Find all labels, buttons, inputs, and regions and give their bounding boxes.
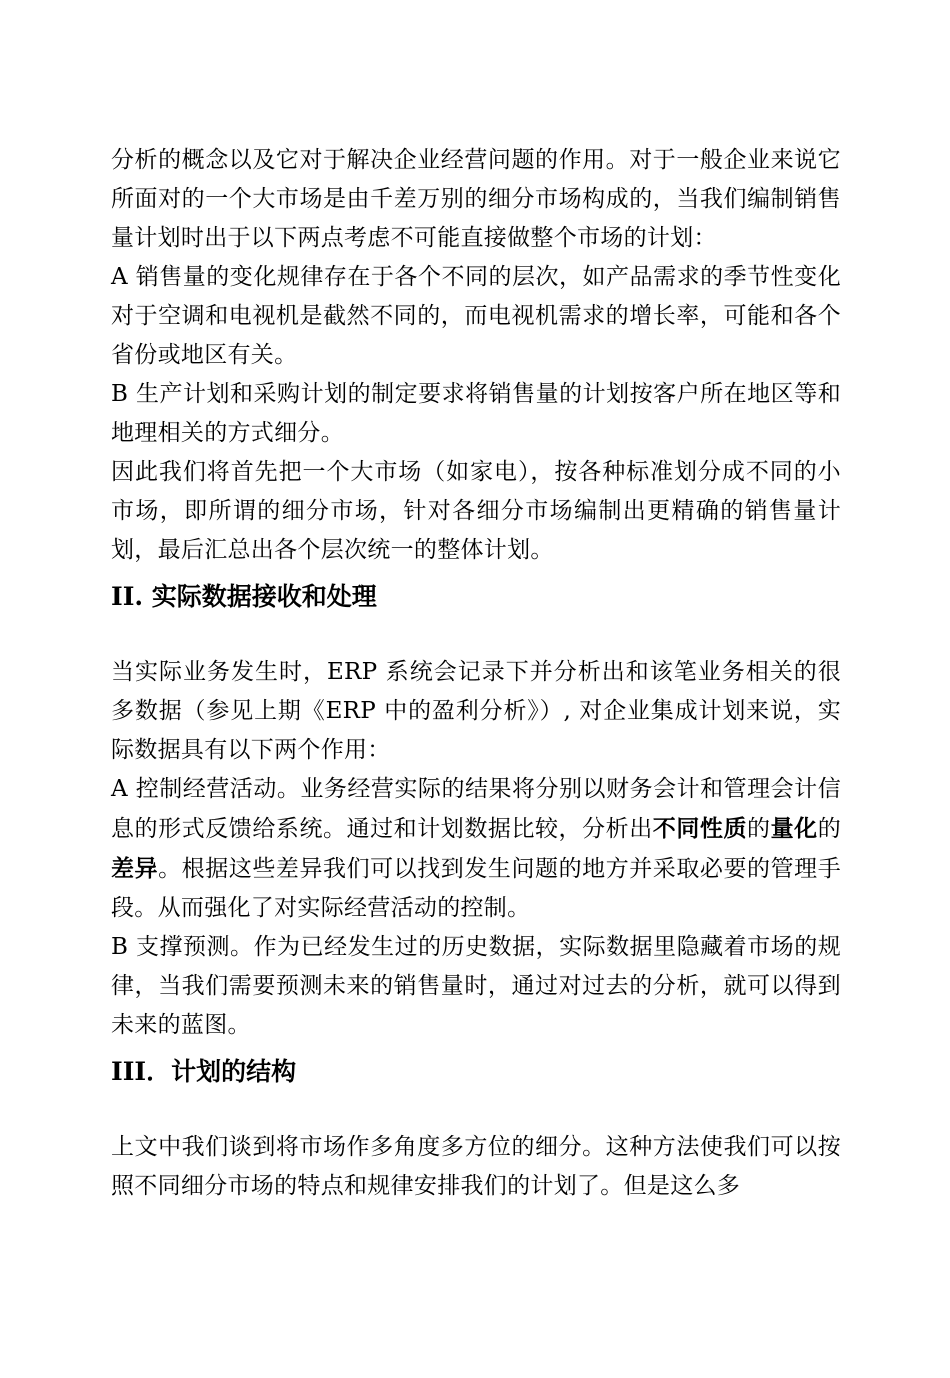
paragraph-market-segmentation-intro: 分析的概念以及它对于解决企业经营问题的作用。对于一般企业来说它所面对的一个大市场是由千差万别的细分市场构成的，当我们编制销售量计划时出于以下两点考虑不可能直接做整个市场的计划：	[111, 147, 841, 251]
paragraph-point-a-sales-pattern: A 销售量的变化规律存在于各个不同的层次，如产品需求的季节性变化对于空调和电视机是截然不同的，而电视机需求的增长率，可能和各个省份或地区有关。	[111, 264, 841, 368]
paragraph-plan-structure-intro: 上文中我们谈到将市场作多角度多方位的细分。这种方法使我们可以按照不同细分市场的特点和规律安排我们的计划了。但是这么多	[111, 1134, 841, 1199]
section-heading-actual-data: II. 实际数据接收和处理	[111, 582, 377, 611]
paragraph-market-division-summary: 因此我们将首先把一个大市场（如家电），按各种标准划分成不同的小市场，即所谓的细分市场，针对各细分市场编制出更精确的销售量计划，最后汇总出各个层次统一的整体计划。	[111, 459, 841, 563]
emphasis-variance: 差异	[111, 855, 159, 882]
text-segment: 。根据这些差异我们可以找到发生问题的地方并采取必要的管理手段。从而强化了对实际经营活动的控制。	[111, 856, 841, 921]
paragraph-point-b-production-plan: B 生产计划和采购计划的制定要求将销售量的计划按客户所在地区等和地理相关的方式细分。	[111, 381, 841, 446]
paragraph-point-a-control	[111, 770, 841, 928]
text-segment: 的	[817, 816, 842, 842]
text-segment: 的	[747, 816, 771, 842]
paragraph-actual-data-intro: 当实际业务发生时，ERP 系统会记录下并分析出和该笔业务相关的很多数据（参见上期《ERP 中的盈利分析》）, 对企业集成计划来说，实际数据具有以下两个作用：	[111, 659, 841, 763]
emphasis-quantified: 量化	[770, 815, 818, 842]
text-segment: A 控制经营活动。业务经营实际的结果将分别以财务会计和管理会计信息的形式反馈给系统。通过和计划数据比较，分析出	[111, 776, 841, 842]
section-heading-plan-structure: III．计划的结构	[111, 1057, 297, 1086]
emphasis-different-nature: 不同性质	[652, 815, 748, 842]
paragraph-point-b-forecast: B 支撑预测。作为已经发生过的历史数据，实际数据里隐藏着市场的规律，当我们需要预测未来的销售量时，通过对过去的分析，就可以得到未来的蓝图。	[111, 934, 841, 1038]
document-page	[111, 141, 841, 1206]
